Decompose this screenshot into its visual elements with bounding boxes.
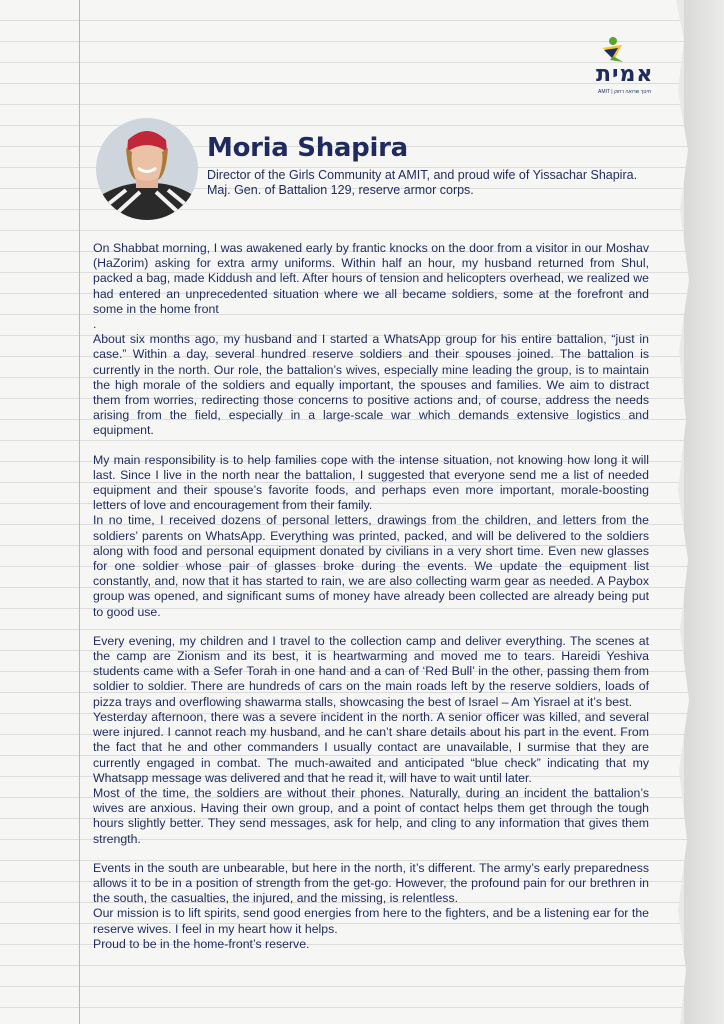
margin-line	[79, 0, 80, 1024]
paragraph-9: Our mission is to lift spirits, send good energies from here to the fighters, and be a listening ear for the reserve wives. I feel in my heart how it helps.	[93, 906, 649, 936]
paragraph-3: My main responsibility is to help families cope with the intense situation, not knowing how long it will last. Since I live in the north near the battalion, I suggested that everyone send me a list of needed equipment and their spouse’s favorite foods, and perhaps even more important, morale-boosting letters of love and encouragement from their family.	[93, 452, 649, 513]
paragraph-2: About six months ago, my husband and I started a WhatsApp group for his entire battalion, “just in case.” Within a day, several hundred reserve soldiers and their spouses joined. The battalion is currently in the north. Our role, the battalion’s wives, especially mine leading the group, is to maintain the high morale of the soldiers and equally important, the spouses and families. We aim to distract them from worries, redirecting those concerns to positive actions and, of course, address the needs arising from the field, especially in a large-scale war which demands extensive logistics and equipment.	[93, 332, 649, 438]
paragraph-8: Events in the south are unbearable, but here in the north, it’s different. The army’s early preparedness allows it to be in a position of strength from the get-go. However, the profound pain for our brethren in the south, the casualties, the injured, and the missing, is relentless.	[93, 860, 649, 906]
subtitle-line-1: Director of the Girls Community at AMIT, and proud wife of Yissachar Shapira.	[207, 168, 638, 182]
portrait-avatar	[96, 118, 198, 220]
logo-tagline: AMIT | חינוך שרואה רחוק	[598, 89, 652, 95]
page-title: Moria Shapira	[207, 133, 408, 163]
paragraph-1: On Shabbat morning, I was awakened early by frantic knocks on the door from a visitor in our Moshav (HaZorim) asking for extra army uniforms. Within half an hour, my husband returned from Shul, packed a bag, made Kiddush and left. After hours of tension and helicopters overhead, we realized we had entered an unprecedented situation where we all became soldiers, some at the forefront and some in the home front	[93, 241, 649, 316]
logo-wordmark: אמית	[596, 62, 654, 87]
paragraph-10: Proud to be in the home-front’s reserve.	[93, 936, 310, 951]
paragraph-stray-period: .	[93, 317, 97, 332]
paragraph-5: Every evening, my children and I travel to the collection camp and deliver everything. The scenes at the camp are Zionism and its best, it is heartwarming and moved me to tears. Hareidi Yeshiva students came with a Sefer Torah in one hand and a can of ‘Red Bull’ in the other, passing them from soldier to soldier. There are hundreds of cars on the main roads left by the reserve soldiers, loads of pizza trays and overflowing shawarma stalls, showcasing the best of Israel – Am Yisrael at it’s best.	[93, 633, 649, 709]
paragraph-6: Yesterday afternoon, there was a severe incident in the north. A senior officer was killed, and several were injured. I cannot reach my husband, and he can’t share details about his part in the event. From the fact that he and other commanders I usually contact are unavailable, I surmise that they are currently engaged in combat. The much-awaited and anticipated “blue check” indicating that my Whatsapp message was delivered and that he read it, will have to wait until later.	[93, 709, 649, 785]
author-subtitle	[207, 168, 657, 198]
torn-edge-shadow	[684, 0, 724, 1024]
paragraph-4: In no time, I received dozens of personal letters, drawings from the children, and letters from the soldiers’ parents on WhatsApp. Everything was printed, packed, and will be delivered to the soldiers along with food and personal equipment donated by civilians in a very short time. Even new glasses for one soldier whose pair of glasses broke during the events. We update the equipment list constantly, and, now that it has started to rain, we are also collecting warm gear as needed. A Paybox group was opened, and significant sums of money have already been collected are already being put to good use.	[93, 513, 649, 619]
paragraph-7: Most of the time, the soldiers are without their phones. Naturally, during an incident the battalion’s wives are anxious. Having their own group, and a point of contact helps them get through the tough hours slightly better. They send messages, ask for help, and cling to any information that gives them strength.	[93, 785, 649, 846]
subtitle-line-2: Maj. Gen. of Battalion 129, reserve armor corps.	[207, 183, 474, 197]
article-body	[93, 241, 649, 952]
